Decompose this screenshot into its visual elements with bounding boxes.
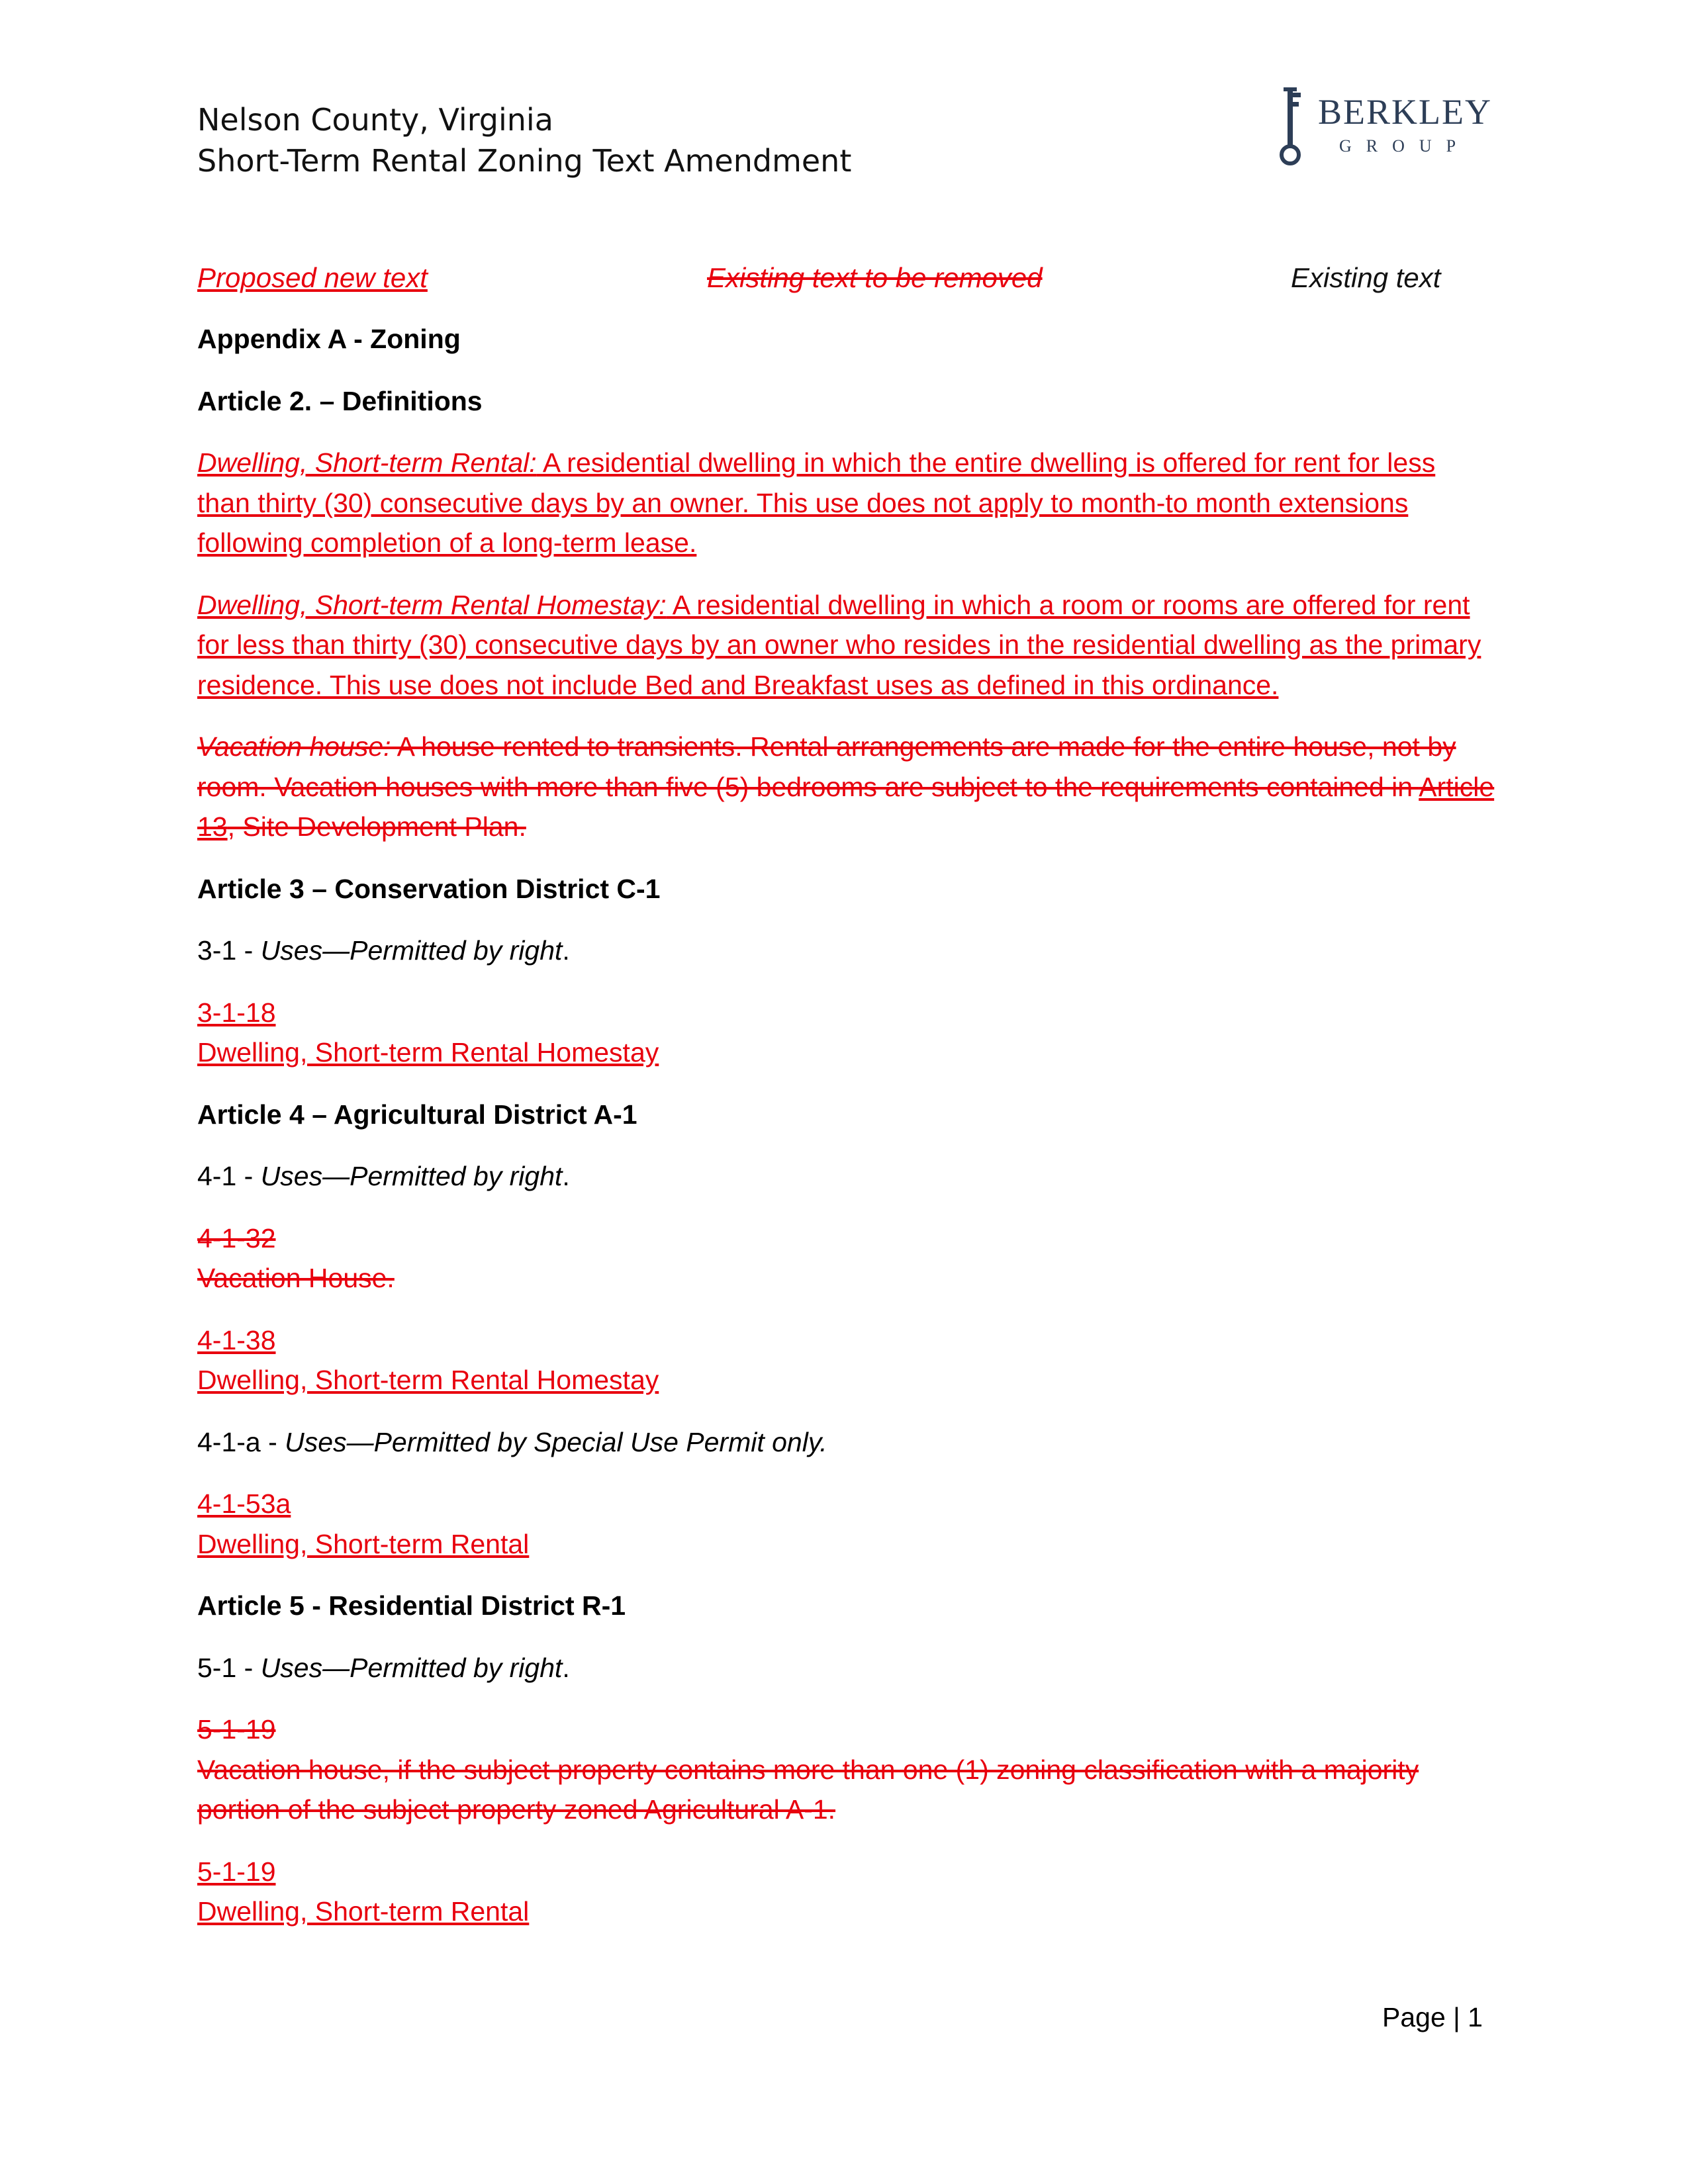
section-end: . <box>562 935 570 966</box>
use-4-1-53a <box>197 1484 1495 1564</box>
use-5-1-19 <box>197 1852 1495 1932</box>
legend-existing-text: Existing text <box>1291 262 1441 293</box>
definition-text: A residential dwelling in which a room or rooms are offered for rent for less than thirty (30) consecutive days by an owner who resides in the residential dwelling as the primary residence. This use does not include Bed and Breakfast uses as defined in this ordinance. <box>197 589 1481 700</box>
section-3-1-uses <box>197 931 1495 971</box>
article-5-heading: Article 5 - Residential District R-1 <box>197 1590 626 1621</box>
appendix-heading: Appendix A - Zoning <box>197 324 461 354</box>
section-number: 4-1-a - <box>197 1426 285 1457</box>
legend-new-text: Proposed new text <box>197 262 428 293</box>
use-code: 4-1-38 <box>197 1324 276 1355</box>
section-number: 3-1 - <box>197 935 261 966</box>
section-4-1-uses <box>197 1156 1495 1197</box>
definition-term: Vacation house: <box>197 731 391 762</box>
definition-term: Dwelling, Short-term Rental: <box>197 447 537 478</box>
section-4-1-a-uses <box>197 1422 1495 1463</box>
use-4-1-32-removed <box>197 1218 1495 1298</box>
definition-vacation-house-removed <box>197 727 1495 847</box>
use-code: 3-1-18 <box>197 997 276 1028</box>
document-body <box>197 319 1495 1954</box>
use-3-1-18 <box>197 993 1495 1073</box>
article-2-heading: Article 2. – Definitions <box>197 385 483 416</box>
berkley-group-logo <box>1274 85 1493 171</box>
page-number: Page | 1 <box>1382 2002 1483 2032</box>
use-code: 4-1-32 <box>197 1222 276 1253</box>
logo-subtitle: GROUP <box>1339 136 1471 156</box>
use-4-1-38 <box>197 1320 1495 1400</box>
section-end: . <box>562 1161 570 1191</box>
legend-removed-text: Existing text to be removed <box>707 262 1043 293</box>
section-label: Uses—Permitted by Special Use Permit only. <box>285 1426 827 1457</box>
definition-text: A house rented to transients. Rental arrangements are made for the entire house, not by room. Vacation houses with more than five (5) bedrooms are subject to the requirements contained in <box>197 731 1456 802</box>
use-text: Dwelling, Short-term Rental <box>197 1896 530 1927</box>
header-county: Nelson County, Virginia <box>197 102 553 138</box>
section-end: . <box>562 1652 570 1683</box>
header-title: Short-Term Rental Zoning Text Amendment <box>197 143 852 179</box>
section-number: 5-1 - <box>197 1652 261 1683</box>
definition-term: Dwelling, Short-term Rental Homestay: <box>197 589 667 620</box>
definition-text: A residential dwelling in which the entire dwelling is offered for rent for less than thirty (30) consecutive days by an owner. This use does not apply to month-to month extensions following completion of a long-term lease. <box>197 447 1436 558</box>
logo-name: BERKLEY <box>1318 92 1492 132</box>
definition-short-term-rental <box>197 443 1495 563</box>
use-code: 5-1-19 <box>197 1714 276 1745</box>
document-header <box>197 99 851 181</box>
key-icon <box>1274 85 1307 169</box>
article-4-heading: Article 4 – Agricultural District A-1 <box>197 1099 637 1130</box>
use-5-1-19-removed <box>197 1709 1495 1830</box>
definition-short-term-rental-homestay <box>197 585 1495 705</box>
section-number: 4-1 - <box>197 1161 261 1191</box>
section-5-1-uses <box>197 1648 1495 1688</box>
definition-text: , Site Development Plan. <box>227 811 526 842</box>
article-13-link[interactable]: Article 13 <box>197 771 1495 842</box>
use-text: Dwelling, Short-term Rental Homestay <box>197 1037 659 1068</box>
use-text: Dwelling, Short-term Rental <box>197 1528 530 1559</box>
use-text: Dwelling, Short-term Rental Homestay <box>197 1365 659 1395</box>
section-label: Uses—Permitted by right <box>260 1652 563 1683</box>
use-text: Vacation House. <box>197 1263 395 1293</box>
use-code: 5-1-19 <box>197 1856 276 1887</box>
change-legend <box>0 258 1688 298</box>
use-text: Vacation house, if the subject property contains more than one (1) zoning classification with a majority portion of the subject property zoned Agricultural A-1. <box>197 1754 1419 1825</box>
article-3-heading: Article 3 – Conservation District C-1 <box>197 873 661 904</box>
section-label: Uses—Permitted by right <box>260 1161 563 1191</box>
use-code: 4-1-53a <box>197 1488 291 1519</box>
section-label: Uses—Permitted by right <box>260 935 563 966</box>
